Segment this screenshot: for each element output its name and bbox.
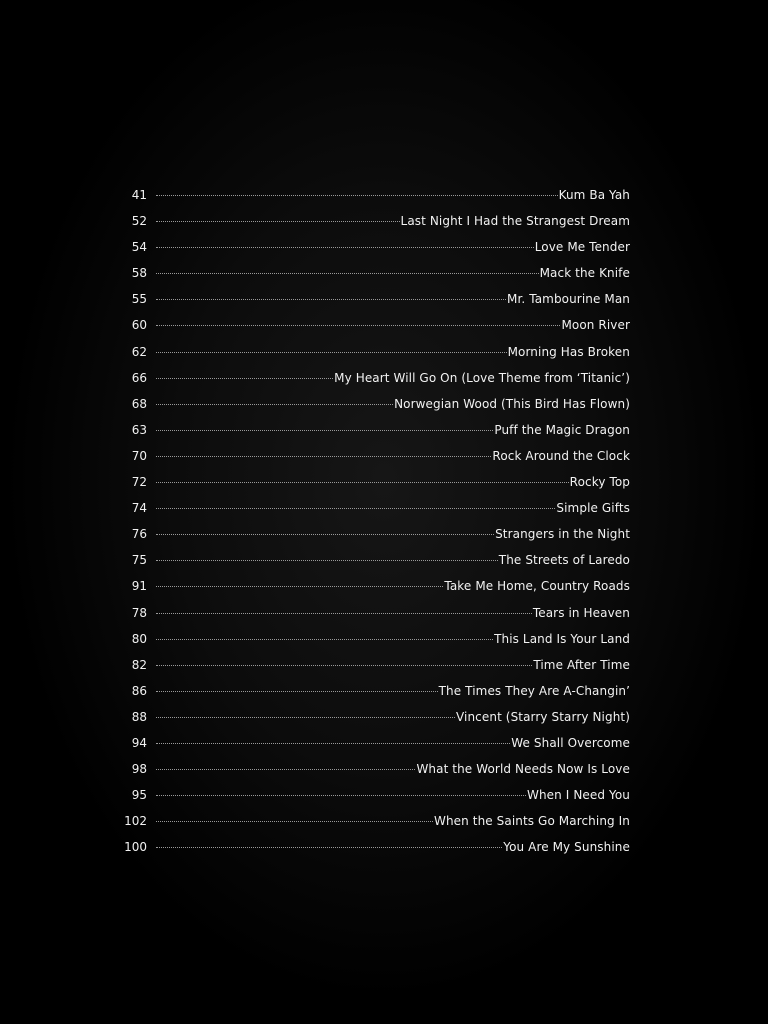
toc-entry — [124, 469, 630, 495]
page-number: 88 — [131, 709, 147, 724]
page-number: 63 — [131, 422, 147, 437]
dot-leader — [156, 742, 510, 744]
page-number: 52 — [131, 214, 147, 229]
toc-entry — [124, 365, 630, 391]
song-title: My Heart Will Go On (Love Theme from ‘Titanic’) — [334, 370, 630, 385]
song-title: Morning Has Broken — [507, 344, 630, 359]
page-number: 76 — [131, 527, 147, 542]
page-number: 60 — [131, 318, 147, 333]
song-title: Simple Gifts — [556, 501, 630, 516]
page-number: 98 — [131, 762, 147, 777]
page-number: 86 — [131, 683, 147, 698]
dot-leader — [156, 690, 438, 692]
toc-entry — [124, 234, 630, 260]
toc-entry — [124, 652, 630, 678]
song-title: The Streets of Laredo — [498, 553, 630, 568]
toc-entry — [124, 312, 630, 338]
dot-leader — [156, 246, 534, 248]
page-number: 102 — [124, 814, 147, 829]
dot-leader — [156, 298, 506, 300]
page-number: 100 — [124, 840, 147, 855]
dot-leader — [156, 768, 415, 770]
song-title: Take Me Home, Country Roads — [444, 579, 630, 594]
page-number: 72 — [131, 475, 147, 490]
dot-leader — [156, 612, 532, 614]
dot-leader — [156, 429, 493, 431]
toc-entry — [124, 730, 630, 756]
song-title: You Are My Sunshine — [503, 840, 630, 855]
page-number: 78 — [131, 605, 147, 620]
dot-leader — [156, 507, 555, 509]
toc-entry — [124, 286, 630, 312]
page-number: 68 — [131, 396, 147, 411]
song-title: Kum Ba Yah — [558, 188, 630, 202]
song-title: Mr. Tambourine Man — [507, 292, 630, 307]
page-number: 94 — [131, 735, 147, 750]
song-title: Love Me Tender — [534, 240, 630, 255]
page-number: 58 — [131, 266, 147, 281]
dot-leader — [156, 664, 532, 666]
dot-leader — [156, 481, 569, 483]
dot-leader — [156, 820, 433, 822]
dot-leader — [156, 272, 539, 274]
toc-entry — [124, 782, 630, 808]
page-number: 54 — [131, 240, 147, 255]
dot-leader — [156, 194, 558, 196]
page-number: 55 — [131, 292, 147, 307]
page-number: 80 — [131, 631, 147, 646]
page-number: 75 — [131, 553, 147, 568]
toc-entry — [124, 626, 630, 652]
dot-leader — [156, 716, 455, 718]
page-number: 95 — [131, 788, 147, 803]
toc-entry — [124, 339, 630, 365]
song-title: Norwegian Wood (This Bird Has Flown) — [394, 396, 630, 411]
page-number: 66 — [131, 370, 147, 385]
dot-leader — [156, 585, 443, 587]
toc-entry — [124, 260, 630, 286]
toc-entry — [124, 808, 630, 834]
song-title: Tears in Heaven — [532, 605, 630, 620]
dot-leader — [156, 638, 493, 640]
song-title: This Land Is Your Land — [494, 631, 630, 646]
page-number: 70 — [131, 448, 147, 463]
song-title: Puff the Magic Dragon — [494, 422, 630, 437]
song-title: Time After Time — [533, 657, 630, 672]
song-title: Mack the Knife — [539, 266, 630, 281]
song-title: Vincent (Starry Starry Night) — [456, 709, 630, 724]
song-title: The Times They Are A-Changin’ — [438, 683, 630, 698]
song-title: Strangers in the Night — [495, 527, 630, 542]
dot-leader — [156, 220, 400, 222]
dot-leader — [156, 533, 494, 535]
dot-leader — [156, 794, 526, 796]
toc-entry — [124, 834, 630, 860]
toc-entry — [124, 573, 630, 599]
dot-leader — [156, 403, 393, 405]
toc-entry — [124, 182, 630, 208]
toc-entry — [124, 547, 630, 573]
page-number: 62 — [131, 344, 147, 359]
dot-leader — [156, 324, 560, 326]
song-title: When the Saints Go Marching In — [433, 814, 630, 829]
song-title: We Shall Overcome — [511, 735, 630, 750]
toc-entry — [124, 443, 630, 469]
toc-entry — [124, 417, 630, 443]
toc-entry — [124, 756, 630, 782]
dot-leader — [156, 846, 502, 848]
page-number: 82 — [131, 657, 147, 672]
dot-leader — [156, 559, 498, 561]
toc-entry — [124, 521, 630, 547]
song-title: Rock Around the Clock — [492, 448, 630, 463]
song-title: When I Need You — [527, 788, 630, 803]
toc-entry — [124, 495, 630, 521]
song-title: Moon River — [561, 318, 630, 333]
page-number: 74 — [131, 501, 147, 516]
page-number: 41 — [131, 188, 147, 202]
dot-leader — [156, 351, 507, 353]
page-number: 91 — [131, 579, 147, 594]
song-title: What the World Needs Now Is Love — [416, 762, 630, 777]
dot-leader — [156, 377, 333, 379]
table-of-contents — [124, 182, 630, 860]
toc-entry — [124, 600, 630, 626]
toc-entry — [124, 678, 630, 704]
dot-leader — [156, 455, 491, 457]
song-title: Rocky Top — [569, 475, 630, 490]
toc-entry — [124, 704, 630, 730]
toc-entry — [124, 208, 630, 234]
toc-entry — [124, 391, 630, 417]
song-title: Last Night I Had the Strangest Dream — [400, 214, 630, 229]
